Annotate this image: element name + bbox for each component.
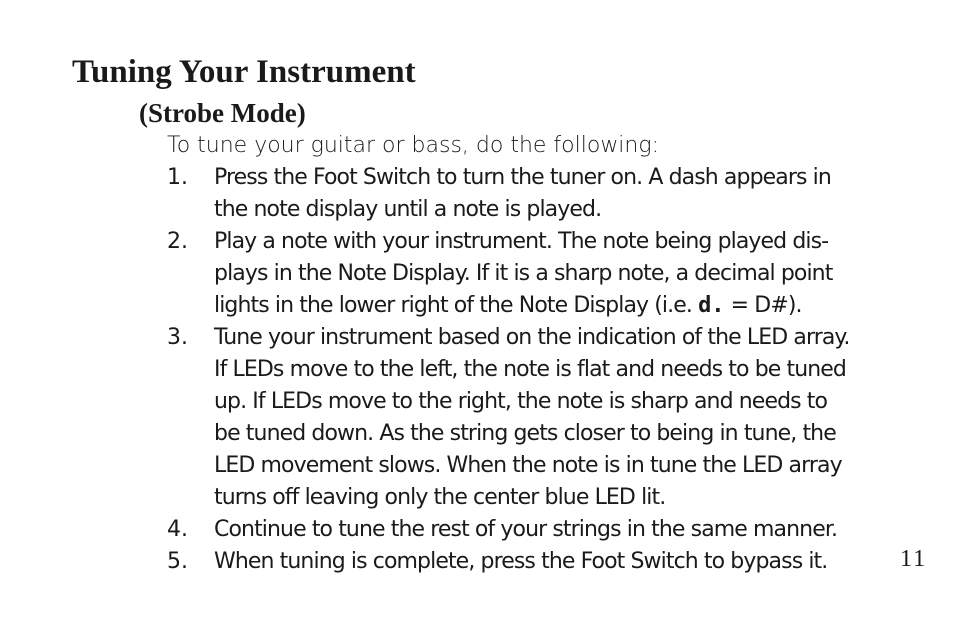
list-item (167, 514, 897, 546)
instruction-list (167, 162, 897, 578)
step-line: be tuned down. As the string gets closer to being in tune, the (214, 421, 836, 446)
step-line-with-symbol (214, 290, 897, 322)
note-display-symbol: d. (698, 293, 725, 318)
step-text (214, 514, 897, 546)
step-line: Play a note with your instrument. The note being played dis- (214, 229, 829, 254)
step-line: LED movement slows. When the note is in tune the LED array (214, 453, 842, 478)
step-line-after: = D#). (724, 293, 802, 318)
step-text (214, 546, 897, 578)
step-text (214, 226, 897, 322)
list-item (167, 322, 897, 514)
intro-text: To tune your guitar or bass, do the following: (167, 133, 659, 158)
step-line: Press the Foot Switch to turn the tuner on. A dash appears in (214, 165, 831, 190)
step-line: Tune your instrument based on the indication of the LED array. (214, 325, 850, 350)
step-number: 3. (167, 325, 188, 350)
step-number: 5. (167, 549, 188, 574)
step-line: plays in the Note Display. If it is a sharp note, a decimal point (214, 261, 833, 286)
list-item (167, 162, 897, 226)
step-line: turns off leaving only the center blue LED lit. (214, 485, 666, 510)
step-line: the note display until a note is played. (214, 197, 602, 222)
step-number: 4. (167, 517, 188, 542)
step-text (214, 322, 897, 514)
page-number: 11 (900, 546, 928, 572)
page-title: Tuning Your Instrument (72, 54, 416, 90)
step-line: When tuning is complete, press the Foot Switch to bypass it. (214, 549, 828, 574)
step-line: up. If LEDs move to the right, the note is sharp and needs to (214, 389, 828, 414)
step-text (214, 162, 897, 226)
step-line: If LEDs move to the left, the note is flat and needs to be tuned (214, 357, 846, 382)
section-subtitle: (Strobe Mode) (139, 98, 306, 128)
step-line: Continue to tune the rest of your strings in the same manner. (214, 517, 838, 542)
list-item (167, 226, 897, 322)
step-line-before: lights in the lower right of the Note Display (i.e. (214, 293, 692, 318)
step-number: 1. (167, 165, 188, 190)
list-item (167, 546, 897, 578)
step-number: 2. (167, 229, 188, 254)
